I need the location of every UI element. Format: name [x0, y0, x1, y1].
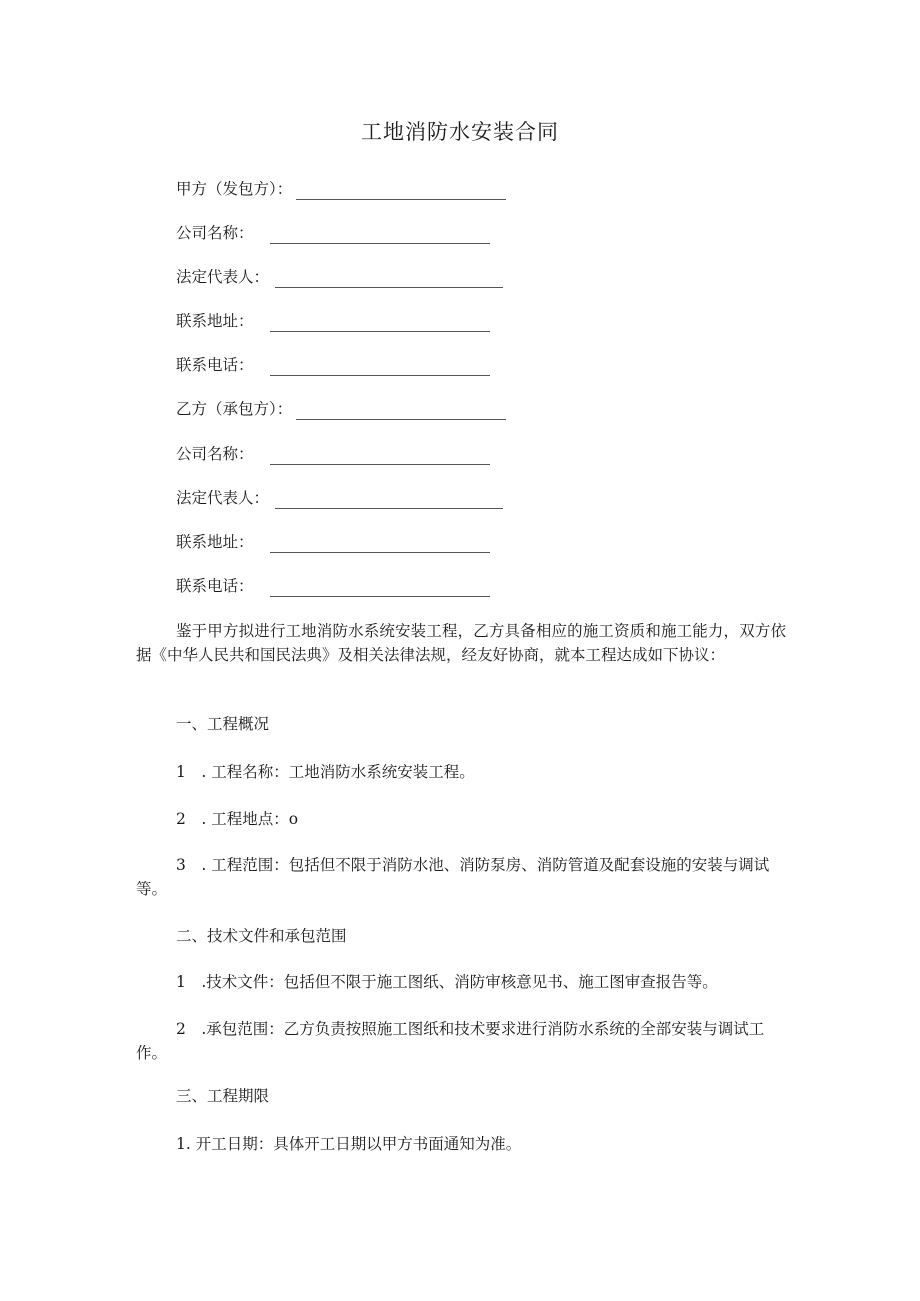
party-a-phone-label: 联系电话：	[176, 356, 254, 374]
party-a-company-field	[176, 222, 490, 244]
section-3-heading: 三、工程期限	[176, 1087, 270, 1105]
preamble-paragraph: 鉴于甲方拟进行工地消防水系统安装工程，乙方具备相应的施工资质和施工能力，双方依据《中华人民共和国民法典》及相关法律法规，经友好协商，就本工程达成如下协议：	[136, 622, 786, 664]
party-b-heading-field	[176, 398, 506, 420]
party-a-address-label: 联系地址：	[176, 312, 254, 330]
party-b-company-blank[interactable]	[270, 450, 490, 465]
party-b-legal-rep-blank[interactable]	[275, 494, 503, 509]
party-a-legal-rep-blank[interactable]	[275, 273, 503, 288]
party-a-blank[interactable]	[296, 185, 506, 200]
party-b-blank[interactable]	[296, 405, 506, 420]
section-1-item-1: 1 . 工程名称：工地消防水系统安装工程。	[176, 763, 475, 781]
party-b-phone-blank[interactable]	[270, 582, 490, 597]
section-1-item-3: 3 . 工程范围：包括但不限于消防水池、消防泵房、消防管道及配套设施的安装与调试等。	[136, 856, 770, 898]
party-b-legal-rep-field	[176, 487, 503, 509]
party-a-company-blank[interactable]	[270, 229, 490, 244]
party-b-address-label: 联系地址：	[176, 533, 254, 551]
party-a-address-field	[176, 310, 490, 332]
party-b-phone-label: 联系电话：	[176, 577, 254, 595]
party-a-heading-field	[176, 178, 506, 200]
party-b-address-blank[interactable]	[270, 538, 490, 553]
party-b-legal-rep-label: 法定代表人：	[176, 489, 270, 507]
party-b-address-field	[176, 531, 490, 553]
document-title: 工地消防水安装合同	[361, 120, 559, 144]
party-a-heading: 甲方（发包方）：	[176, 180, 293, 198]
party-b-company-label: 公司名称：	[176, 445, 254, 463]
party-a-phone-field	[176, 354, 490, 376]
section-3-item-1: 1. 开工日期：具体开工日期以甲方书面通知为准。	[176, 1135, 522, 1153]
party-b-heading: 乙方（承包方）：	[176, 400, 293, 418]
party-b-phone-field	[176, 575, 490, 597]
party-a-legal-rep-label: 法定代表人：	[176, 268, 270, 286]
party-a-company-label: 公司名称：	[176, 224, 254, 242]
section-2-heading: 二、技术文件和承包范围	[176, 927, 347, 945]
section-2-item-1: 1 .技术文件：包括但不限于施工图纸、消防审核意见书、施工图审查报告等。	[176, 973, 718, 991]
party-a-phone-blank[interactable]	[270, 361, 490, 376]
section-1-heading: 一、工程概况	[176, 715, 270, 733]
section-1-item-2: 2 . 工程地点：o	[176, 810, 299, 828]
party-b-company-field	[176, 443, 490, 465]
section-2-item-2: 2 .承包范围：乙方负责按照施工图纸和技术要求进行消防水系统的全部安装与调试工作。	[136, 1020, 765, 1062]
party-a-address-blank[interactable]	[270, 317, 490, 332]
party-a-legal-rep-field	[176, 266, 503, 288]
